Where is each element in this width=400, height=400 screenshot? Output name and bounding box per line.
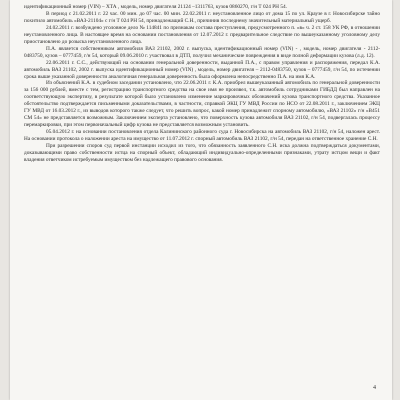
document-page bbox=[10, 0, 392, 400]
paragraph-vin-continuation: идентификационный номер (VIN) – ХТА , модель, номер двигателя 21124 –1311763, кузов 0860270, г/н Т 024 РН 54. bbox=[24, 4, 287, 10]
document-body bbox=[24, 4, 380, 164]
paragraph-owner: П.А. является собственником автомобиля ВАЗ 21102, 2002 г. выпуска, идентификационный номер (VIN) - , модель, номер двигателя - 2112-0483750, кузов – 0777459, г/н 54, который 09.06.2010 г. участвовал в ДТП, получил механические повреждения в виде полной деформации кузова (л.д. 12). bbox=[24, 45, 380, 59]
paragraph-transfer: 22.06.2011 г. С.С., действующий на основании генеральной доверенности, выданной П.А., с правом управления и распоряжения, передал К.А. автомобиль ВАЗ 21102, 2002 г. выпуска идентификационный номер (VIN) , модель, номер двигателя – 2112-0483750, кузов – 0777459, г/н 54, по истечении срока выше указанной доверенности аналогичная генеральная доверенность была оформлена непосредственно П.А. на имя К.А. bbox=[24, 59, 380, 80]
paragraph-arrest: 05.04.2012 г. на основании постановления отдела Калининского районного суда г. Новосибирска на автомобиль ВАЗ 21102, г/н 54, наложен арест. На основании протокола о наложении ареста на имущество от 11.07.2012 г. спорный автомобиль ВАЗ 21102, г/н 54, передан на ответственное хранение С.Н. bbox=[24, 129, 380, 143]
page-number: 4 bbox=[373, 385, 376, 391]
paragraph-court-reasoning: При разрешении споров суд первой инстанции исходил из того, что обязанность заявленного С.Н. иска должна подтверждаться документами, доказывающими право собственности истца на спорный объект, обладающий индивидуально-определенными признаками, утрату истцом вещи и факт владения ответчиком истребуемым имуществом без надлежащего правового основания. bbox=[24, 143, 380, 163]
paragraph-explanations: Из объяснений К.А. в судебном заседании установлено, что 22.06.2011 г. К.А. приобрел вышеуказанный автомобиль по генеральной доверенности за 156 000 рублей, вместе с тем, регистрацию транспортного средства на свое имя не произвел, т.к. автомобиль сотрудниками ГИБДД был направлен на соответствующую экспертизу, в результате которой было установлено изменение маркировочных обозначений кузова транспортного средства. Указанное обстоятельство подтверждается письменными доказательствами, в частности, справкой ЭКЦ ГУ МВД России по НСО от 22.08.2011 г., заключением ЭКЦ ГУ МВД от 16.03.2012 г., из выводов которого также следует, что решить вопрос, какой номер принадлежит спорному автомобилю, «ВАЗ 21102» г/н «В451 СМ 54» не представляется возможным. Заключением эксперта установлено, что поверхность кузова автомобиля ВАЗ 21102, г/н 54, подвергалась процессу перемаркировки, при этом первоначальный цифр кузова не представляется возможным установить. bbox=[24, 80, 380, 129]
paragraph-criminal-case: 24.02.2011 г. возбуждено уголовное дело № 114841 по признакам состава преступления, предусмотренного п. «в» ч. 2 ст. 158 УК РФ, в отношении неустановленного лица. В настоящее время на основании постановления от 12.07.2012 г. предварительное следствие по вышеуказанному уголовному делу приостановлено до розыска неустановленного лица. bbox=[24, 24, 380, 45]
paragraph-theft: В период с 21.02.2011 г. 22 час. 00 мин. до 07 час. 00 мин. 22.02.2011 г. неустановленное лицо от дома 15 по ул. Краузе в г. Новосибирске тайно похитило автомобиль «ВАЗ-21104» с г/н Т 024 РН 54, принадлежащий С.Н., причинив последнему значительный материальный ущерб. bbox=[24, 10, 380, 24]
